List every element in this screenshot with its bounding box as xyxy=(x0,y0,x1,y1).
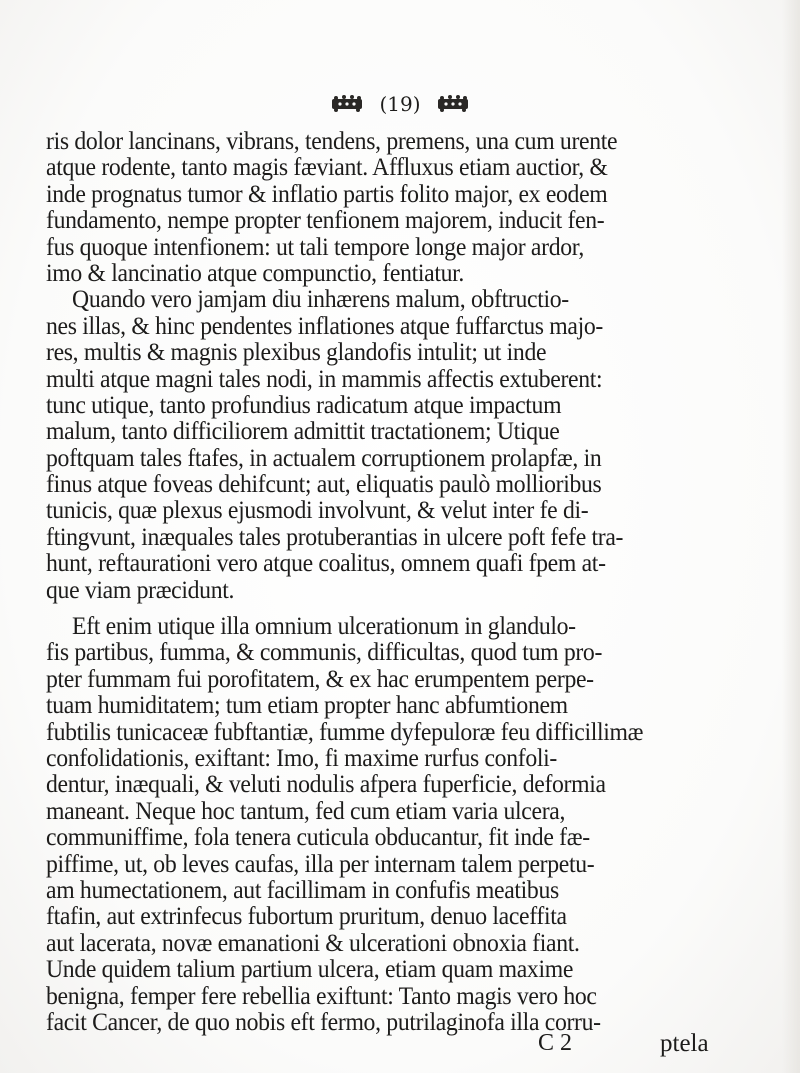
paragraph-start: Eft enim utique illa omnium ulcerationum in glandulo- xyxy=(72,611,576,641)
text-line: tuam humiditatem; tum etiam propter hanc abfumtionem xyxy=(46,690,568,720)
text-line: finus atque foveas dehifcunt; aut, eliquatis paulò mollioribus xyxy=(46,469,602,499)
page-edge-shadow xyxy=(782,0,800,1073)
text-line: inde prognatus tumor & inflatio partis folito major, ex eodem xyxy=(46,178,608,208)
text-line: benigna, femper fere rebellia exiftunt: Tanto magis vero hoc xyxy=(46,980,597,1010)
paragraph-start: Quando vero jamjam diu inhærens malum, obftructio- xyxy=(72,284,569,314)
ornament-right-icon xyxy=(436,95,470,113)
text-line: confolidationis, exiftant: Imo, fi maxime rurfus confoli- xyxy=(46,742,557,772)
page-number: (19) xyxy=(379,92,421,116)
ornament-left-icon xyxy=(330,95,364,113)
text-line: dentur, inæquali, & veluti nodulis afpera fuperficie, deformia xyxy=(46,769,606,799)
text-line: tunc utique, tanto profundius radicatum atque impactum xyxy=(46,389,562,419)
text-line: facit Cancer, de quo nobis eft fermo, putrilaginofa illa corru- xyxy=(46,1006,601,1036)
catchword: ptela xyxy=(660,1030,709,1057)
text-line: piffime, ut, ob leves caufas, illa per internam talem perpetu- xyxy=(46,848,595,878)
text-line: fis partibus, fumma, & communis, difficultas, quod tum pro- xyxy=(46,637,603,667)
text-line: communiffime, fola tenera cuticula obducantur, fit inde fæ- xyxy=(46,822,590,852)
text-line: ftingvunt, inæquales tales protuberantias in ulcere poft fefe tra- xyxy=(46,521,624,551)
text-line: fubtilis tunicaceæ fubftantiæ, fumme dyfepuloræ feu difficillimæ xyxy=(46,716,644,746)
text-line: ris dolor lancinans, vibrans, tendens, premens, una cum urente xyxy=(46,126,618,155)
text-line: pter fummam fui porofitatem, & ex hac erumpentem perpe- xyxy=(46,663,594,693)
page-footer xyxy=(0,1030,800,1060)
text-line: tunicis, quæ plexus ejusmodi involvunt, & velut inter fe di- xyxy=(46,495,589,525)
text-line: ftafin, aut extrinfecus fubortum pruritum, denuo laceffita xyxy=(46,901,567,931)
text-line: atque rodente, tanto magis fæviant. Affluxus etiam auctior, & xyxy=(46,152,608,182)
text-line: fus quoque intenfionem: ut tali tempore longe major ardor, xyxy=(46,231,584,261)
text-line: Unde quidem talium partium ulcera, etiam quam maxime xyxy=(46,954,574,984)
text-line: res, multis & magnis plexibus glandofis intulit; ut inde xyxy=(46,337,547,367)
text-line: multi atque magni tales nodi, in mammis affectis extuberent: xyxy=(46,363,603,393)
text-line: imo & lancinatio atque compunctio, fentiatur. xyxy=(46,257,465,287)
text-line: aut lacerata, novæ emanationi & ulcerationi obnoxia fiant. xyxy=(46,927,580,957)
text-line: que viam præcidunt. xyxy=(46,574,235,604)
text-line: hunt, reftaurationi vero atque coalitus, omnem quafi fpem at- xyxy=(46,548,606,578)
text-line: am humectationem, aut facillimam in confufis meatibus xyxy=(46,874,559,904)
text-line: nes illas, & hinc pendentes inflationes atque fuffarctus majo- xyxy=(46,310,603,340)
text-line: malum, tanto difficiliorem admittit tractationem; Utique xyxy=(46,416,560,446)
signature-mark: C 2 xyxy=(538,1030,573,1056)
text-line: poftquam tales ftafes, in actualem corruptionem prolapfæ, in xyxy=(46,442,602,472)
body-text xyxy=(46,128,762,1035)
text-line: maneant. Neque hoc tantum, fed cum etiam varia ulcera, xyxy=(46,795,566,825)
text-line: fundamento, nempe propter tenfionem majorem, inducit fen- xyxy=(46,205,605,235)
